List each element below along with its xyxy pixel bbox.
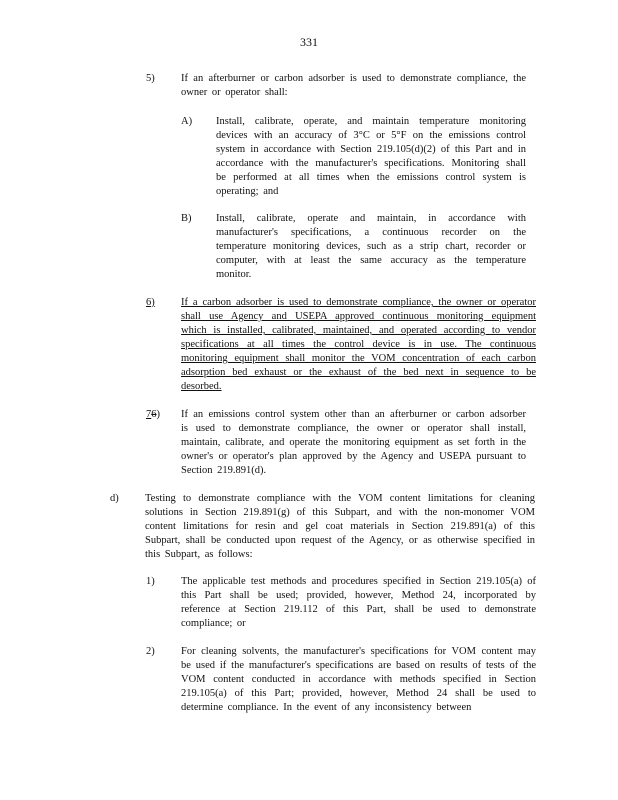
- page-number: 331: [300, 35, 318, 49]
- item-text: Install, calibrate, operate, and maintain temperature monitoring devices with an accuracy of 3°C or 5°F on the emissions control system in accordance with Section 219.105(d)(2) of this Part and in accordance with the manufacturer's specifications. Monitoring shall be performed at all times when the emissions control system is operating; and: [216, 116, 526, 197]
- item-text: If an emissions control system other than an afterburner or carbon adsorber is used to demonstrate compliance, the owner or operator shall install, maintain, calibrate, and operate the monitoring equipment as set forth in the owner's or operator's plan approved by the Agency and USEPA pursuant to Section 219.891(d).: [181, 409, 526, 476]
- item-marker: 6): [146, 297, 155, 308]
- item-marker: A): [181, 116, 193, 127]
- item-marker: [146, 408, 160, 422]
- item-text: If an afterburner or carbon adsorber is used to demonstrate compliance, the owner or operator shall:: [181, 73, 526, 98]
- marker-deleted-number: 6: [151, 409, 157, 420]
- marker-new-number: 7: [146, 409, 152, 420]
- item-text: The applicable test methods and procedures specified in Section 219.105(a) of this Part shall be used; provided, however, Method 24, incorporated by reference at Section 219.112 of this Part, shall be used to demonstrate compliance; or: [181, 576, 536, 629]
- marker-suffix: ): [156, 409, 160, 420]
- item-text: Testing to demonstrate compliance with the VOM content limitations for cleaning solutions in Section 219.891(g) of this Subpart, and with the non-monomer VOM content limitations for resin and gel coat materials in Section 219.891(a) of this Subpart, shall be conducted upon request of the Agency, or as otherwise specified in this Subpart, as follows:: [145, 493, 535, 560]
- item-marker: 1): [146, 576, 155, 587]
- item-marker: 2): [146, 646, 155, 657]
- item-text: Install, calibrate, operate and maintain, in accordance with manufacturer's specifications, a continuous recorder on the temperature monitoring devices, such as a strip chart, recorder or computer, with at least the same accuracy as the temperature monitor.: [216, 213, 526, 280]
- item-marker: 5): [146, 73, 155, 84]
- item-text: If a carbon adsorber is used to demonstrate compliance, the owner or operator shall use Agency and USEPA approved continuous monitoring equipment which is installed, calibrated, maintained, and operated according to vendor specifications at all times the control device is in use. The continuous monitoring equipment shall monitor the VOM concentration of each carbon adsorption bed exhaust or the exhaust of the bed next in sequence to be desorbed.: [181, 297, 536, 392]
- item-marker: B): [181, 213, 192, 224]
- item-marker: d): [110, 493, 119, 504]
- item-text: For cleaning solvents, the manufacturer's specifications for VOM content may be used if the manufacturer's specifications are based on results of tests of the VOM content conducted in accordance with methods specified in Section 219.105(a) of this Part; provided, however, Method 24 shall be used to determine compliance. In the event of any inconsistency between: [181, 646, 536, 713]
